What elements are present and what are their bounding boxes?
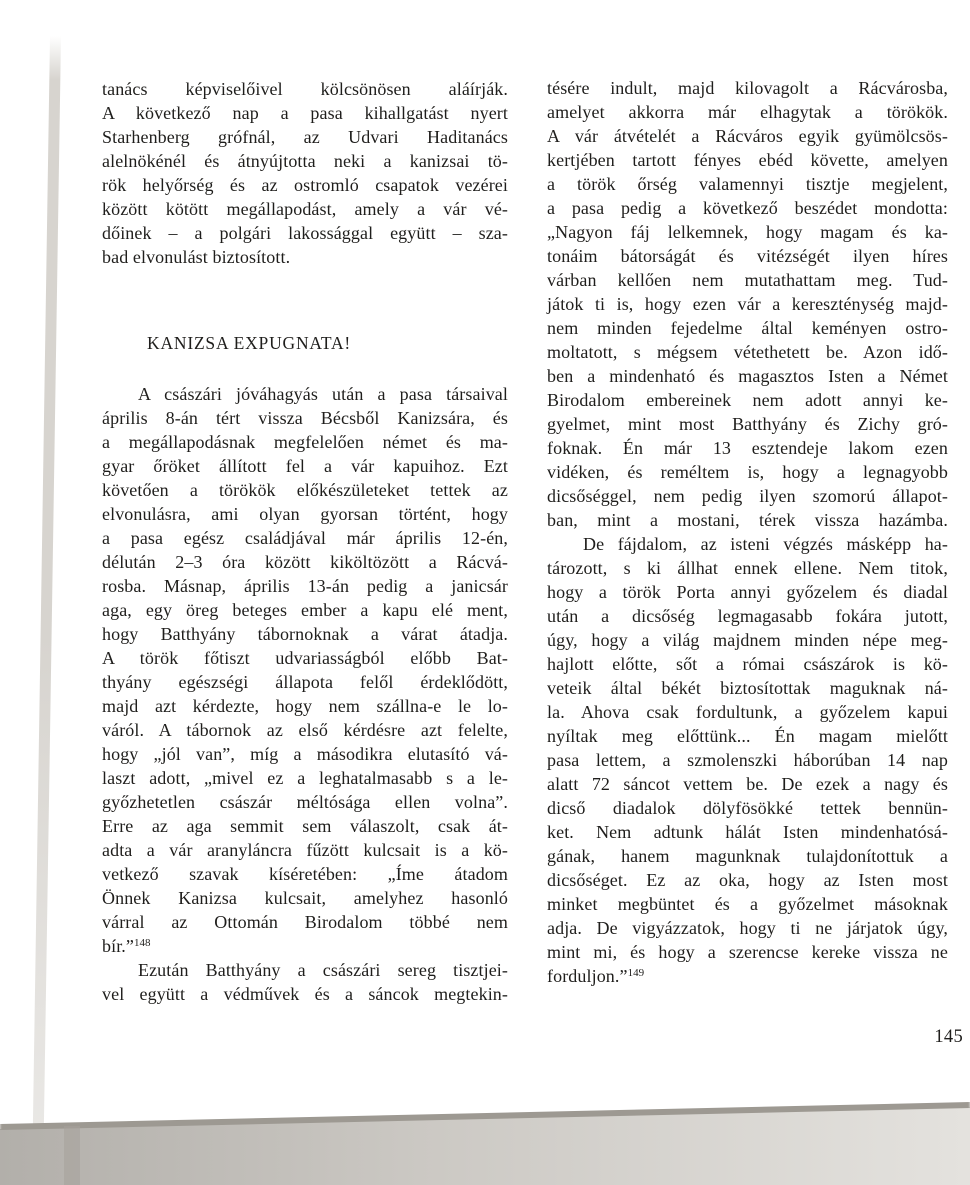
text-line: thyány egészségi állapota felől érdeklődött, — [102, 672, 508, 692]
text-line: délután 2–3 óra között kiköltözött a Rácvá- — [102, 552, 508, 572]
text-line: várral az Ottomán Birodalom többé nem — [102, 912, 508, 932]
text-line: pasa lettem, a szmolenszki háborúban 14 nap — [547, 750, 948, 770]
text-line: nyíltak meg előttünk... Én magam mielőtt — [547, 726, 948, 746]
footnote-reference: 149 — [627, 967, 645, 979]
text-line: gyelmet, mint most Batthyány és Zichy gró- — [547, 414, 948, 434]
text-line: adja. De vigyázzatok, hogy ti ne járjatok úgy, — [547, 918, 948, 938]
text-line: adta a vár aranyláncra fűzött kulcsait is a kö- — [102, 840, 508, 860]
text-line: A következő nap a pasa kihallgatást nyert — [102, 103, 508, 123]
text-line: amelyet akkorra már elhagytak a törökök. — [547, 102, 948, 122]
vertical-gap — [102, 355, 508, 382]
text-line: a török őrség valamennyi tisztje megjelent, — [547, 174, 948, 194]
text-line: tározott, s ki állhat ennek ellene. Nem titok, — [547, 558, 948, 578]
text-line: alatt 72 sáncot vettem be. De ezek a nagy és — [547, 774, 948, 794]
text-line: ben a mindenható és magasztos Isten a Német — [547, 366, 948, 386]
text-line: a pasa egész családjával már április 12-én, — [102, 528, 508, 548]
text-line: játok ti is, hogy ezen vár a kereszténység majd- — [547, 294, 948, 314]
text-line: hajlott előtte, sőt a római császárok is kö- — [547, 654, 948, 674]
text-line: várban kellően nem mutathattam meg. Tud- — [547, 270, 948, 290]
text-line: úgy, hogy a világ majdnem minden népe meg- — [547, 630, 948, 650]
text-line: a megállapodásnak megfelelően német és ma- — [102, 432, 508, 452]
text-line: dicsőséget. Ez az oka, hogy az Isten most — [547, 870, 948, 890]
text-line: tanács képviselőivel kölcsönösen aláírják. — [102, 79, 508, 99]
text-line: mint mi, és hogy a szerencse kereke vissza ne — [547, 942, 948, 962]
text-line: minket megbüntet és a győzelmet másoknak — [547, 894, 948, 914]
text-line: foknak. Én már 13 esztendeje lakom ezen — [547, 438, 948, 458]
text-line: Erre az aga semmit sem válaszolt, csak át- — [102, 816, 508, 836]
footnote-reference: 148 — [134, 937, 151, 949]
right-text-column — [547, 76, 948, 988]
text-line: rök helyőrség és az ostromló csapatok vezérei — [102, 175, 508, 195]
text-line: A császári jóváhagyás után a pasa társaival — [138, 384, 508, 404]
text-line: moltatott, s mégsem vétethetett be. Azon idő- — [547, 342, 948, 362]
text-line: ket. Nem adtunk hálát Isten mindenhatósá- — [547, 822, 948, 842]
text-line: nem minden fejedelme által keményen ostro- — [547, 318, 948, 338]
text-line: Önnek Kanizsa kulcsait, amelyhez hasonló — [102, 888, 508, 908]
text-line: rosba. Másnap, április 13-án pedig a janicsár — [102, 576, 508, 596]
scan-bottom-crease — [64, 1126, 80, 1185]
text-line: követően a törökök előkészületeket tettek az — [102, 480, 508, 500]
text-line: A vár átvételét a Rácváros egyik gyümölcsös- — [547, 126, 948, 146]
text-line: Starhenberg grófnál, az Udvari Haditanács — [102, 127, 508, 147]
text-line: hogy „jól van”, míg a másodikra elutasító vá- — [102, 744, 508, 764]
text-line: gának, hanem magunknak tulajdonítottuk a — [547, 846, 948, 866]
text-line: Birodalom embereinek nem adott annyi ke- — [547, 390, 948, 410]
text-line: laszt adott, „mivel ez a leghatalmasabb s a le- — [102, 768, 508, 788]
text-line: a pasa pedig a következő beszédet mondotta: — [547, 198, 948, 218]
text-line: váról. A tábornok az első kérdésre azt felelte, — [102, 720, 508, 740]
text-line: elvonulásra, ami olyan gyorsan történt, hogy — [102, 504, 508, 524]
text-line: tonáim bátorságát és vitézségét ilyen híres — [547, 246, 948, 266]
section-heading: KANIZSA EXPUGNATA! — [147, 333, 352, 353]
text-line: alelnökénél és átnyújtotta neki a kanizsai tö- — [102, 151, 508, 171]
left-text-column — [102, 77, 508, 1006]
text-line: dicsőséggel, nem pedig ilyen szomorú állapot- — [547, 486, 948, 506]
text-line: vidéken, és reméltem is, hogy a legnagyobb — [547, 462, 948, 482]
text-line: ban, mint a mostani, térek vissza hazámba. — [547, 510, 948, 530]
text-line: kertjében tartott fényes ebéd követte, amelyen — [547, 150, 948, 170]
text-line: április 8-án tért vissza Bécsből Kanizsára, és — [102, 408, 508, 428]
text-line: Ezután Batthyány a császári sereg tisztjei- — [138, 960, 508, 980]
text-line: győzhetetlen császár méltósága ellen volna”. — [102, 792, 508, 812]
text-line: la. Ahova csak fordultunk, a győzelem kapui — [547, 702, 948, 722]
vertical-gap — [102, 269, 508, 331]
text-line: De fájdalom, az isteni végzés másképp ha- — [583, 534, 948, 554]
text-line: tésére indult, majd kilovagolt a Rácvárosba, — [547, 78, 948, 98]
text-line: gyar őröket állított fel a vár kapuihoz. Ezt — [102, 456, 508, 476]
text-line: dicső diadalok dölyfösökké tettek bennün- — [547, 798, 948, 818]
text-line: „Nagyon fáj lelkemnek, hogy magam és ka- — [547, 222, 948, 242]
page-number: 145 — [934, 1027, 963, 1047]
text-line: bad elvonulást biztosított. — [102, 247, 291, 267]
text-line: A török főtiszt udvariasságból előbb Bat- — [102, 648, 508, 668]
text-line: bír.”$^{148}$ — [102, 936, 151, 956]
page-fold-crease — [33, 36, 61, 1128]
text-line: vel együtt a védművek és a sáncok megtekin- — [102, 984, 508, 1004]
text-line: forduljon.”$^{149}$ — [547, 966, 645, 986]
text-line: dőinek – a polgári lakossággal együtt – sza- — [102, 223, 508, 243]
text-line: után a dicsőség legmagasabb fokára jutott, — [547, 606, 948, 626]
text-line: hogy a török Porta annyi győzelem és diadal — [547, 582, 948, 602]
text-line: hogy Batthyány tábornoknak a várat átadja. — [102, 624, 508, 644]
text-line: vetkező szavak kíséretében: „Íme átadom — [102, 864, 508, 884]
text-line: majd azt kérdezte, hogy nem szállna-e le lo- — [102, 696, 508, 716]
text-line: között kötött megállapodást, amely a vár vé- — [102, 199, 508, 219]
text-line: veteik által békét biztosítottak maguknak ná- — [547, 678, 948, 698]
text-line: aga, egy öreg beteges ember a kapu elé ment, — [102, 600, 508, 620]
